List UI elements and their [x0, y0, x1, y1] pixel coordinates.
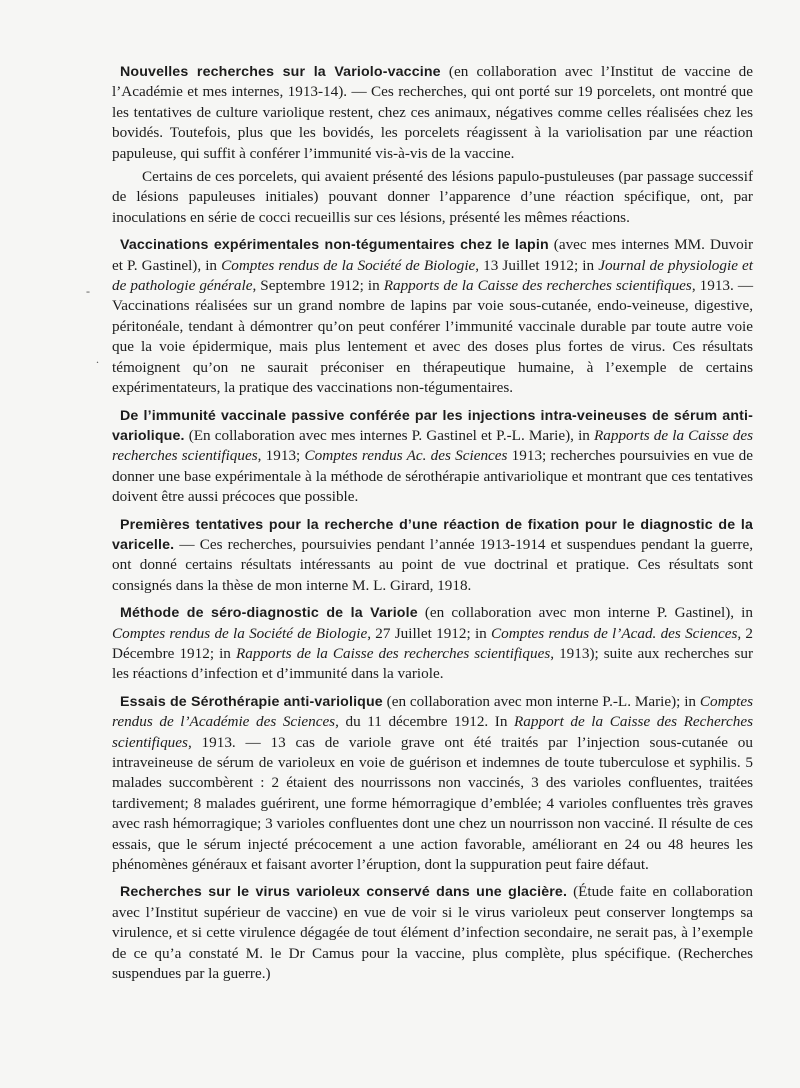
citation-title: Journal de physiologie et de pathologie générale [112, 256, 753, 295]
paragraph [112, 603, 753, 685]
paragraph-text: , 1913; [257, 447, 305, 465]
citation-title: Comptes rendus de la Société de Biologie [112, 624, 368, 642]
paragraph-text: , 1913); suite aux recherches sur les réactions d’infection et d’immunité dans la variole. [112, 644, 753, 683]
paragraph-heading: De l’immunité vaccinale passive conférée par les injections intra-veineuses de sérum anti-variolique. [112, 407, 753, 444]
margin-mark: . [96, 352, 99, 366]
citation-title: Rapports de la Caisse des recherches scientifiques [112, 426, 753, 465]
citation-title: Rapport de la Caisse des Recherches scientifiques [112, 713, 754, 751]
paragraph-text: , 27 Juillet 1912; in [367, 624, 492, 642]
paragraph-heading: Essais de Sérothérapie anti-variolique [120, 693, 383, 710]
margin-mark: - [86, 284, 90, 298]
citation-title: Rapports de la Caisse des recherches scientifiques [235, 644, 551, 662]
document-page [112, 62, 753, 984]
paragraph [112, 515, 753, 597]
paragraph-text: , 1913. — Vaccinations réalisées sur un grand nombre de lapins par voie sous-cutanée, endo-veineuse, digestive, péritonéale, tendant à démontrer qu’on peut conférer l’immunité vaccinale durable par toute autre voie que la voie épidermique, mais plus lentement et avec des doses plus fortes de virus. Ces résultats témoignent qu’on ne saurait préconiser en thérapeutique humaine, à l’exemple de certains expérimentateurs, la pratique des vaccinations non-tégumentaires. [112, 277, 754, 397]
paragraph-text: , 2 Décembre 1912; in [112, 624, 754, 662]
paragraph-text: , 13 Juillet 1912; in [475, 256, 599, 274]
paragraph-text: (en collaboration avec mon interne P. Gastinel), in [417, 604, 753, 622]
paragraph-text: , 1913. — 13 cas de variole grave ont été traités par l’injection sous-cutanée ou intraveineuse de sérum de varioleux en voie de guérison et indemnes de toute tuberculose et syphilis. 5 malades succombèrent : 2 étaient des nourrissons non vaccinés, 3 des varioles confluentes, traitées tardivement; 8 malades guérirent, une forme hémorragique d’emblée; 4 varioles confluentes très graves avec rash hémorragique; 3 varioles confluentes dont une chez un nourrisson non vacciné. Il résulte de ces essais, que le sérum injecté précocement a une action favorable, améliorant en 24 ou 48 heures les phénomènes généraux et faisant avorter l’éruption, dont la suppuration peut faire défaut. [112, 733, 753, 874]
paragraph [112, 62, 753, 164]
paragraph-text: , Septembre 1912; in [252, 277, 384, 295]
paragraph [112, 235, 753, 398]
paragraph [112, 406, 753, 508]
paragraph-text: (En collaboration avec mes internes P. Gastinel et P.-L. Marie), in [184, 426, 594, 444]
paragraph-text: (Étude faite en collaboration avec l’Institut supérieur de vaccine) en vue de voir si le virus varioleux peut conserver longtemps sa virulence, et si cette virulence dégagée de tout élément d’infection secondaire, ne serait pas, à l’exemple de ce qu’a constaté M. le Dr Camus pour la vaccine, plus complète, plus spécifique. (Recherches suspendues par la guerre.) [112, 883, 753, 983]
paragraph-heading: Nouvelles recherches sur la Variolo-vaccine [120, 64, 441, 80]
paragraph-text: , du 11 décembre 1912. In [335, 713, 515, 731]
paragraph-text: (avec mes internes MM. Duvoir et P. Gastinel), in [112, 236, 753, 274]
citation-title: Comptes rendus Ac. des Sciences [304, 447, 508, 465]
paragraph-heading: Méthode de séro-diagnostic de la Variole [120, 605, 418, 622]
paragraph [112, 692, 753, 876]
paragraph-text: 1913; recherches poursuivies en vue de donner une base expérimentale à la méthode de sérothérapie antivariolique et montrant que ces tentatives doivent être aussi précoces que possible. [112, 447, 753, 506]
paragraph-text: (en collaboration avec l’Institut de vaccine de l’Académie et mes internes, 1913-14). — Ces recherches, qui ont porté sur 19 porcelets, ont montré que les tentatives de culture variolique restent, chez ces animaux, négatives comme celles réalisées chez les bovidés. Toutefois, plus que les bovidés, les porcelets réagissent à la variolisation par une réaction papuleuse, qui suffit à conférer l’immunité vis-à-vis de la vaccine. [112, 63, 754, 162]
citation-title: Comptes rendus de l’Académie des Sciences [112, 692, 753, 731]
citation-title: Rapports de la Caisse des recherches scientifiques [383, 277, 692, 295]
paragraph-heading: Premières tentatives pour la recherche d’une réaction de fixation pour le diagnostic de la varicelle. [112, 516, 753, 553]
paragraph-text: Certains de ces porcelets, qui avaient présenté des lésions papulo-pustuleuses (par passage successif de lésions papuleuses initiales) pouvant donner l’apparence d’une réaction spécifique, ont, par inoculations en série de cocci recueillis sur ces lésions, présenté les mêmes réactions. [112, 168, 753, 226]
paragraph-text: — Ces recherches, poursuivies pendant l’année 1913-1914 et suspendues pendant la guerre, ont donné certains résultats intéressants au point de vue doctrinal et pratique. Ces résultats sont consignés dans la thèse de mon interne M. L. Girard, 1918. [112, 535, 753, 594]
paragraph [112, 167, 753, 228]
citation-title: Comptes rendus de l’Acad. des Sciences [491, 624, 738, 642]
paragraph [112, 882, 753, 984]
paragraph-heading: Vaccinations expérimentales non-tégumentaires chez le lapin [120, 237, 549, 254]
paragraph-heading: Recherches sur le virus varioleux conservé dans une glacière. [120, 884, 568, 901]
citation-title: Comptes rendus de la Société de Biologie [221, 256, 476, 274]
paragraph-text: (en collaboration avec mon interne P.-L. Marie); in [382, 692, 700, 710]
